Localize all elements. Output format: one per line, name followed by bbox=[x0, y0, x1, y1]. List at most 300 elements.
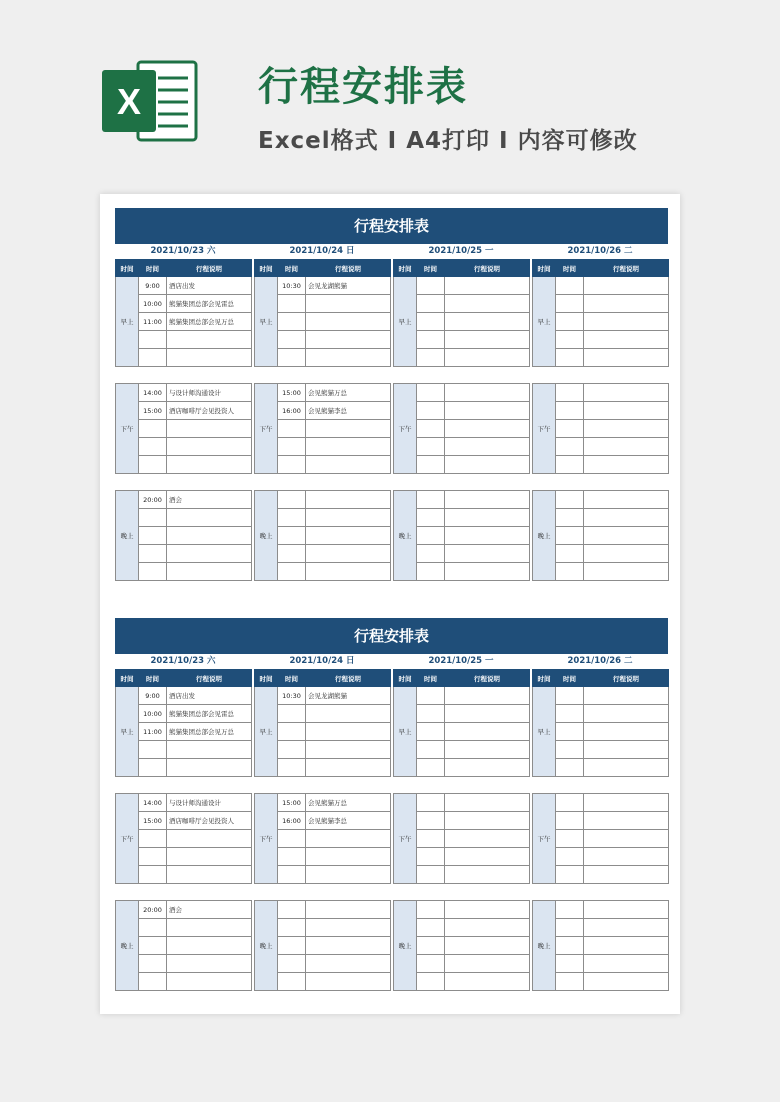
time-cell[interactable] bbox=[556, 545, 584, 563]
time-cell[interactable] bbox=[278, 331, 306, 349]
desc-cell[interactable] bbox=[167, 527, 252, 545]
desc-cell[interactable]: 会见熊猫万总 bbox=[306, 794, 391, 812]
gap-cell bbox=[394, 777, 530, 794]
time-cell[interactable] bbox=[278, 491, 306, 509]
time-cell[interactable] bbox=[556, 973, 584, 991]
time-cell[interactable] bbox=[278, 759, 306, 777]
time-cell[interactable]: 11:00 bbox=[139, 313, 167, 331]
time-cell[interactable]: 14:00 bbox=[139, 794, 167, 812]
time-cell[interactable] bbox=[139, 866, 167, 884]
desc-cell[interactable] bbox=[584, 384, 669, 402]
time-cell[interactable] bbox=[417, 545, 445, 563]
desc-cell[interactable] bbox=[445, 848, 530, 866]
time-cell[interactable] bbox=[556, 491, 584, 509]
desc-cell[interactable] bbox=[445, 420, 530, 438]
time-cell[interactable] bbox=[139, 331, 167, 349]
time-cell[interactable] bbox=[139, 830, 167, 848]
desc-cell[interactable]: 酒会 bbox=[167, 901, 252, 919]
time-cell[interactable] bbox=[278, 295, 306, 313]
gap-cell bbox=[116, 884, 252, 901]
desc-cell[interactable] bbox=[167, 919, 252, 937]
desc-cell[interactable] bbox=[306, 295, 391, 313]
time-cell[interactable] bbox=[417, 491, 445, 509]
time-cell[interactable] bbox=[417, 723, 445, 741]
desc-cell[interactable]: 与设计师沟通设计 bbox=[167, 384, 252, 402]
excel-logo-icon bbox=[100, 56, 200, 146]
period-label-morning: 早上 bbox=[533, 687, 556, 777]
desc-cell[interactable]: 熊猫集团总部会见雷总 bbox=[167, 295, 252, 313]
desc-cell[interactable] bbox=[584, 420, 669, 438]
time-cell[interactable] bbox=[417, 277, 445, 295]
gap-cell bbox=[394, 367, 530, 384]
time-cell[interactable] bbox=[278, 830, 306, 848]
desc-cell[interactable] bbox=[167, 563, 252, 581]
day-column bbox=[532, 654, 668, 991]
gap-cell bbox=[255, 474, 391, 491]
day-date: 2021/10/23 六 bbox=[150, 246, 216, 256]
desc-cell[interactable] bbox=[584, 295, 669, 313]
desc-cell[interactable]: 熊猫集团总部会见万总 bbox=[167, 723, 252, 741]
day-table bbox=[393, 669, 530, 991]
time-cell[interactable] bbox=[417, 331, 445, 349]
desc-cell[interactable] bbox=[445, 295, 530, 313]
desc-cell[interactable]: 会见熊猫李总 bbox=[306, 812, 391, 830]
time-cell[interactable] bbox=[278, 349, 306, 367]
period-gap-row bbox=[255, 367, 391, 384]
desc-cell[interactable] bbox=[306, 420, 391, 438]
desc-cell[interactable]: 酒店出发 bbox=[167, 277, 252, 295]
desc-cell[interactable] bbox=[167, 420, 252, 438]
desc-cell[interactable] bbox=[167, 759, 252, 777]
time-cell[interactable] bbox=[139, 420, 167, 438]
time-cell[interactable] bbox=[556, 687, 584, 705]
period-label-afternoon: 下午 bbox=[255, 794, 278, 884]
desc-cell[interactable] bbox=[167, 937, 252, 955]
time-cell[interactable] bbox=[278, 705, 306, 723]
desc-cell[interactable] bbox=[445, 509, 530, 527]
desc-cell[interactable] bbox=[584, 509, 669, 527]
desc-cell[interactable] bbox=[306, 491, 391, 509]
time-cell[interactable] bbox=[556, 741, 584, 759]
desc-cell[interactable] bbox=[306, 456, 391, 474]
header-period: 时间 bbox=[255, 260, 278, 277]
desc-cell[interactable] bbox=[584, 277, 669, 295]
desc-cell[interactable]: 会见龙湖熊猫 bbox=[306, 277, 391, 295]
desc-cell[interactable] bbox=[445, 563, 530, 581]
desc-cell[interactable] bbox=[445, 741, 530, 759]
time-cell[interactable] bbox=[417, 955, 445, 973]
time-cell[interactable] bbox=[278, 723, 306, 741]
table-row bbox=[116, 384, 252, 402]
header-period: 时间 bbox=[394, 670, 417, 687]
desc-cell[interactable] bbox=[584, 794, 669, 812]
desc-cell[interactable] bbox=[445, 812, 530, 830]
period-gap-row bbox=[116, 367, 252, 384]
period-label-morning: 早上 bbox=[116, 687, 139, 777]
time-cell[interactable] bbox=[556, 723, 584, 741]
desc-cell[interactable] bbox=[584, 955, 669, 973]
desc-cell[interactable] bbox=[445, 830, 530, 848]
desc-cell[interactable] bbox=[584, 331, 669, 349]
desc-cell[interactable] bbox=[167, 545, 252, 563]
day-date: 2021/10/25 一 bbox=[428, 246, 494, 256]
time-cell[interactable]: 9:00 bbox=[139, 277, 167, 295]
time-cell[interactable] bbox=[417, 919, 445, 937]
time-cell[interactable]: 16:00 bbox=[278, 402, 306, 420]
time-cell[interactable] bbox=[556, 349, 584, 367]
desc-cell[interactable] bbox=[167, 741, 252, 759]
desc-cell[interactable]: 熊猫集团总部会见雷总 bbox=[167, 705, 252, 723]
time-cell[interactable] bbox=[139, 759, 167, 777]
time-cell[interactable] bbox=[556, 384, 584, 402]
period-label-afternoon: 下午 bbox=[533, 794, 556, 884]
desc-cell[interactable] bbox=[584, 527, 669, 545]
time-cell[interactable] bbox=[278, 527, 306, 545]
time-cell[interactable] bbox=[417, 794, 445, 812]
table-header-row bbox=[255, 260, 391, 277]
time-cell[interactable] bbox=[417, 527, 445, 545]
time-cell[interactable] bbox=[417, 901, 445, 919]
gap-cell bbox=[116, 367, 252, 384]
desc-cell[interactable] bbox=[584, 456, 669, 474]
desc-cell[interactable] bbox=[306, 919, 391, 937]
desc-cell[interactable] bbox=[167, 331, 252, 349]
desc-cell[interactable] bbox=[445, 723, 530, 741]
time-cell[interactable] bbox=[139, 527, 167, 545]
desc-cell[interactable] bbox=[584, 973, 669, 991]
period-gap-row bbox=[533, 777, 669, 794]
time-cell[interactable] bbox=[417, 830, 445, 848]
time-cell[interactable] bbox=[278, 563, 306, 581]
period-label-evening: 晚上 bbox=[116, 491, 139, 581]
desc-cell[interactable] bbox=[445, 759, 530, 777]
time-cell[interactable] bbox=[556, 955, 584, 973]
table-row bbox=[116, 277, 252, 295]
time-cell[interactable] bbox=[556, 830, 584, 848]
time-cell[interactable] bbox=[278, 456, 306, 474]
desc-cell[interactable] bbox=[584, 866, 669, 884]
period-gap-row bbox=[116, 777, 252, 794]
desc-cell[interactable] bbox=[306, 545, 391, 563]
desc-cell[interactable] bbox=[167, 955, 252, 973]
desc-cell[interactable] bbox=[584, 901, 669, 919]
time-cell[interactable] bbox=[556, 901, 584, 919]
desc-cell[interactable] bbox=[584, 723, 669, 741]
desc-cell[interactable] bbox=[167, 509, 252, 527]
time-cell[interactable] bbox=[556, 563, 584, 581]
desc-cell[interactable] bbox=[584, 313, 669, 331]
header-time: 时间 bbox=[556, 670, 584, 687]
desc-cell[interactable] bbox=[584, 687, 669, 705]
table-row bbox=[255, 491, 391, 509]
desc-cell[interactable] bbox=[306, 723, 391, 741]
desc-cell[interactable] bbox=[584, 402, 669, 420]
desc-cell[interactable] bbox=[445, 331, 530, 349]
time-cell[interactable] bbox=[278, 313, 306, 331]
day-table bbox=[254, 259, 391, 581]
table-header-row bbox=[255, 670, 391, 687]
desc-cell[interactable]: 熊猫集团总部会见万总 bbox=[167, 313, 252, 331]
header-desc: 行程说明 bbox=[445, 670, 530, 687]
desc-cell[interactable] bbox=[445, 794, 530, 812]
time-cell[interactable] bbox=[278, 509, 306, 527]
desc-cell[interactable] bbox=[167, 973, 252, 991]
desc-cell[interactable] bbox=[584, 919, 669, 937]
desc-cell[interactable] bbox=[445, 919, 530, 937]
time-cell[interactable] bbox=[417, 384, 445, 402]
time-cell[interactable] bbox=[556, 848, 584, 866]
table-row bbox=[255, 277, 391, 295]
desc-cell[interactable] bbox=[306, 563, 391, 581]
time-cell[interactable]: 20:00 bbox=[139, 901, 167, 919]
time-cell[interactable] bbox=[417, 937, 445, 955]
time-cell[interactable]: 10:30 bbox=[278, 277, 306, 295]
desc-cell[interactable] bbox=[167, 349, 252, 367]
table-row bbox=[255, 687, 391, 705]
time-cell[interactable] bbox=[278, 866, 306, 884]
desc-cell[interactable]: 酒店咖啡厅会见投资人 bbox=[167, 812, 252, 830]
time-cell[interactable] bbox=[139, 741, 167, 759]
desc-cell[interactable] bbox=[445, 545, 530, 563]
time-cell[interactable]: 10:00 bbox=[139, 295, 167, 313]
time-cell[interactable]: 15:00 bbox=[278, 384, 306, 402]
desc-cell[interactable] bbox=[167, 866, 252, 884]
time-cell[interactable] bbox=[417, 420, 445, 438]
time-cell[interactable] bbox=[417, 456, 445, 474]
time-cell[interactable] bbox=[417, 295, 445, 313]
time-cell[interactable]: 16:00 bbox=[278, 812, 306, 830]
desc-cell[interactable] bbox=[306, 866, 391, 884]
desc-cell[interactable] bbox=[584, 705, 669, 723]
time-cell[interactable] bbox=[417, 705, 445, 723]
time-cell[interactable] bbox=[139, 955, 167, 973]
header-desc: 行程说明 bbox=[584, 260, 669, 277]
time-cell[interactable] bbox=[417, 438, 445, 456]
desc-cell[interactable] bbox=[167, 848, 252, 866]
time-cell[interactable] bbox=[139, 509, 167, 527]
desc-cell[interactable] bbox=[167, 438, 252, 456]
time-cell[interactable]: 15:00 bbox=[278, 794, 306, 812]
gap-cell bbox=[255, 777, 391, 794]
desc-cell[interactable] bbox=[445, 491, 530, 509]
table-row bbox=[394, 277, 530, 295]
period-gap-row bbox=[255, 474, 391, 491]
desc-cell[interactable] bbox=[584, 848, 669, 866]
desc-cell[interactable] bbox=[445, 402, 530, 420]
table-header-row bbox=[116, 670, 252, 687]
header-time: 时间 bbox=[139, 670, 167, 687]
desc-cell[interactable]: 与设计师沟通设计 bbox=[167, 794, 252, 812]
desc-cell[interactable] bbox=[306, 759, 391, 777]
day-column bbox=[393, 244, 529, 581]
time-cell[interactable]: 14:00 bbox=[139, 384, 167, 402]
schedule-block bbox=[115, 208, 668, 594]
time-cell[interactable] bbox=[278, 937, 306, 955]
gap-cell bbox=[533, 884, 669, 901]
desc-cell[interactable]: 会见熊猫万总 bbox=[306, 384, 391, 402]
desc-cell[interactable]: 酒店咖啡厅会见投资人 bbox=[167, 402, 252, 420]
desc-cell[interactable] bbox=[306, 973, 391, 991]
period-gap-row bbox=[533, 367, 669, 384]
desc-cell[interactable]: 酒店出发 bbox=[167, 687, 252, 705]
day-table bbox=[115, 669, 252, 991]
time-cell[interactable]: 11:00 bbox=[139, 723, 167, 741]
day-column bbox=[254, 654, 390, 991]
desc-cell[interactable] bbox=[306, 830, 391, 848]
time-cell[interactable] bbox=[139, 919, 167, 937]
period-gap-row bbox=[394, 474, 530, 491]
desc-cell[interactable] bbox=[584, 830, 669, 848]
time-cell[interactable] bbox=[556, 295, 584, 313]
period-label-afternoon: 下午 bbox=[116, 384, 139, 474]
desc-cell[interactable]: 会见熊猫李总 bbox=[306, 402, 391, 420]
desc-cell[interactable] bbox=[306, 438, 391, 456]
desc-cell[interactable] bbox=[306, 313, 391, 331]
desc-cell[interactable] bbox=[445, 277, 530, 295]
time-cell[interactable] bbox=[417, 741, 445, 759]
desc-cell[interactable] bbox=[584, 812, 669, 830]
time-cell[interactable] bbox=[417, 563, 445, 581]
desc-cell[interactable] bbox=[445, 955, 530, 973]
time-cell[interactable] bbox=[278, 438, 306, 456]
desc-cell[interactable] bbox=[306, 937, 391, 955]
time-cell[interactable] bbox=[556, 759, 584, 777]
table-row bbox=[255, 384, 391, 402]
desc-cell[interactable] bbox=[584, 563, 669, 581]
desc-cell[interactable] bbox=[445, 456, 530, 474]
time-cell[interactable] bbox=[556, 509, 584, 527]
time-cell[interactable] bbox=[556, 402, 584, 420]
desc-cell[interactable] bbox=[306, 509, 391, 527]
time-cell[interactable] bbox=[556, 705, 584, 723]
time-cell[interactable] bbox=[556, 937, 584, 955]
table-row bbox=[116, 901, 252, 919]
period-gap-row bbox=[533, 884, 669, 901]
header-time: 时间 bbox=[417, 260, 445, 277]
desc-cell[interactable] bbox=[445, 705, 530, 723]
desc-cell[interactable] bbox=[445, 866, 530, 884]
time-cell[interactable] bbox=[556, 919, 584, 937]
desc-cell[interactable] bbox=[445, 973, 530, 991]
time-cell[interactable] bbox=[417, 759, 445, 777]
desc-cell[interactable] bbox=[445, 901, 530, 919]
desc-cell[interactable] bbox=[584, 438, 669, 456]
desc-cell[interactable] bbox=[445, 527, 530, 545]
time-cell[interactable] bbox=[417, 687, 445, 705]
time-cell[interactable] bbox=[278, 919, 306, 937]
time-cell[interactable] bbox=[417, 848, 445, 866]
time-cell[interactable] bbox=[417, 866, 445, 884]
desc-cell[interactable] bbox=[167, 456, 252, 474]
time-cell[interactable]: 15:00 bbox=[139, 402, 167, 420]
time-cell[interactable] bbox=[417, 402, 445, 420]
desc-cell[interactable] bbox=[306, 705, 391, 723]
time-cell[interactable] bbox=[139, 349, 167, 367]
header-time: 时间 bbox=[278, 260, 306, 277]
time-cell[interactable] bbox=[556, 866, 584, 884]
time-cell[interactable] bbox=[278, 741, 306, 759]
header-desc: 行程说明 bbox=[167, 260, 252, 277]
time-cell[interactable] bbox=[556, 277, 584, 295]
desc-cell[interactable] bbox=[167, 830, 252, 848]
desc-cell[interactable] bbox=[584, 741, 669, 759]
time-cell[interactable] bbox=[556, 456, 584, 474]
desc-cell[interactable] bbox=[584, 759, 669, 777]
time-cell[interactable] bbox=[139, 937, 167, 955]
table-row bbox=[116, 687, 252, 705]
desc-cell[interactable] bbox=[584, 349, 669, 367]
time-cell[interactable]: 10:00 bbox=[139, 705, 167, 723]
period-label-evening: 晚上 bbox=[394, 901, 417, 991]
desc-cell[interactable] bbox=[445, 438, 530, 456]
time-cell[interactable] bbox=[278, 848, 306, 866]
desc-cell[interactable] bbox=[584, 491, 669, 509]
desc-cell[interactable] bbox=[306, 527, 391, 545]
desc-cell[interactable] bbox=[584, 545, 669, 563]
period-gap-row bbox=[116, 474, 252, 491]
desc-cell[interactable] bbox=[445, 687, 530, 705]
time-cell[interactable] bbox=[278, 545, 306, 563]
time-cell[interactable]: 20:00 bbox=[139, 491, 167, 509]
time-cell[interactable] bbox=[139, 563, 167, 581]
time-cell[interactable]: 9:00 bbox=[139, 687, 167, 705]
desc-cell[interactable] bbox=[584, 937, 669, 955]
desc-cell[interactable]: 会见龙湖熊猫 bbox=[306, 687, 391, 705]
desc-cell[interactable] bbox=[445, 937, 530, 955]
time-cell[interactable] bbox=[556, 527, 584, 545]
time-cell[interactable] bbox=[417, 812, 445, 830]
desc-cell[interactable] bbox=[306, 349, 391, 367]
desc-cell[interactable]: 酒会 bbox=[167, 491, 252, 509]
desc-cell[interactable] bbox=[445, 349, 530, 367]
time-cell[interactable] bbox=[139, 545, 167, 563]
time-cell[interactable] bbox=[417, 973, 445, 991]
time-cell[interactable] bbox=[417, 509, 445, 527]
desc-cell[interactable] bbox=[445, 313, 530, 331]
table-row bbox=[116, 491, 252, 509]
desc-cell[interactable] bbox=[306, 331, 391, 349]
time-cell[interactable] bbox=[556, 812, 584, 830]
time-cell[interactable] bbox=[278, 955, 306, 973]
time-cell[interactable] bbox=[556, 794, 584, 812]
time-cell[interactable] bbox=[556, 313, 584, 331]
desc-cell[interactable] bbox=[306, 955, 391, 973]
desc-cell[interactable] bbox=[445, 384, 530, 402]
gap-cell bbox=[533, 367, 669, 384]
time-cell[interactable] bbox=[278, 420, 306, 438]
time-cell[interactable] bbox=[556, 438, 584, 456]
desc-cell[interactable] bbox=[306, 741, 391, 759]
time-cell[interactable] bbox=[139, 973, 167, 991]
day-column bbox=[115, 654, 251, 991]
time-cell[interactable] bbox=[556, 331, 584, 349]
time-cell[interactable] bbox=[417, 349, 445, 367]
period-label-evening: 晚上 bbox=[394, 491, 417, 581]
desc-cell[interactable] bbox=[306, 901, 391, 919]
time-cell[interactable] bbox=[139, 456, 167, 474]
time-cell[interactable] bbox=[139, 848, 167, 866]
header-period: 时间 bbox=[533, 260, 556, 277]
time-cell[interactable]: 15:00 bbox=[139, 812, 167, 830]
time-cell[interactable]: 10:30 bbox=[278, 687, 306, 705]
time-cell[interactable] bbox=[139, 438, 167, 456]
period-gap-row bbox=[394, 367, 530, 384]
desc-cell[interactable] bbox=[306, 848, 391, 866]
time-cell[interactable] bbox=[278, 973, 306, 991]
time-cell[interactable] bbox=[278, 901, 306, 919]
time-cell[interactable] bbox=[556, 420, 584, 438]
time-cell[interactable] bbox=[417, 313, 445, 331]
